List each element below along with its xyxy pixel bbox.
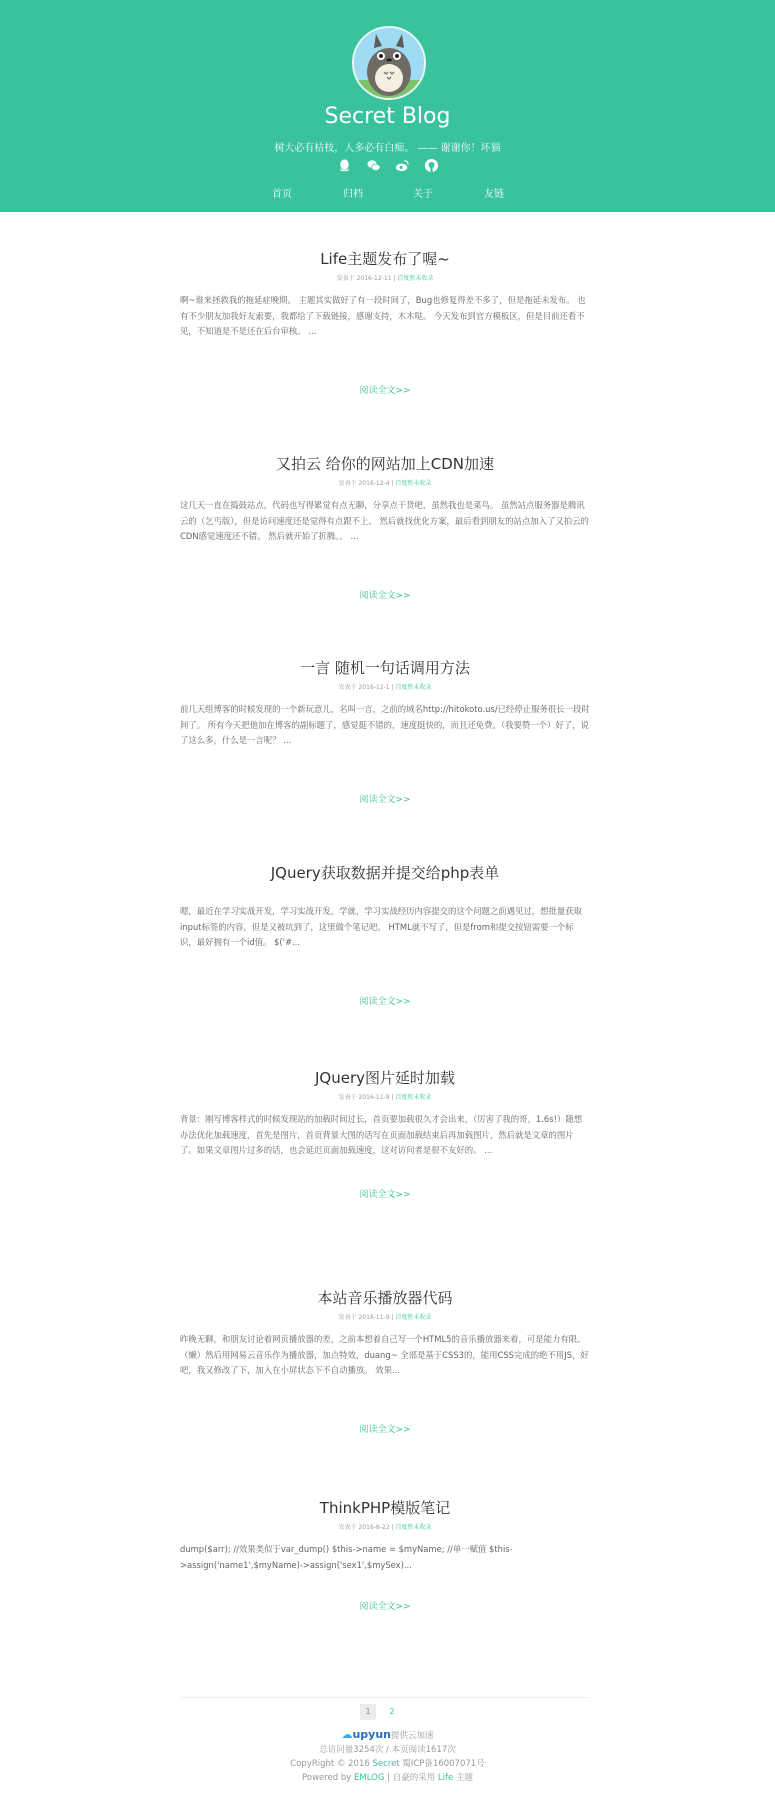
powered-suffix: 主题 xyxy=(453,1773,473,1783)
avatar[interactable] xyxy=(352,26,426,100)
post-card xyxy=(180,1497,590,1612)
powered-mid: | 自豪的采用 xyxy=(384,1773,438,1783)
post-card xyxy=(180,862,590,1007)
post-excerpt: 前几天组博客的时候发现的一个新玩意儿，名叫一言，之前的域名http://hitokoto.us/已经停止服务很长一段时间了。 所有今天把他加在博客的副标题了，感觉挺不错的，速度挺快的，而且还免费。（我要赞一个）好了，说了这么多，什么是一言呢？ ... xyxy=(180,704,590,745)
post-title[interactable]: 又拍云 给你的网站加上CDN加速 xyxy=(275,455,494,473)
post-card xyxy=(180,248,590,396)
read-more-link[interactable]: 阅读全文>> xyxy=(359,1189,411,1200)
post-meta xyxy=(180,273,590,282)
site-description: 树大必有枯枝，人多必有白痴。 —— 谢谢你！坏猫 xyxy=(274,143,501,154)
post-title[interactable]: 一言 随机一句话调用方法 xyxy=(300,659,470,677)
post-meta xyxy=(180,1522,590,1531)
page-1-button[interactable]: 1 xyxy=(360,1704,376,1720)
post-category[interactable]: 百度暂未收录 xyxy=(397,275,434,282)
post-title[interactable]: ThinkPHP模版笔记 xyxy=(319,1499,451,1517)
cloud-icon: ☁ xyxy=(341,1728,353,1741)
post-excerpt: 昨晚无聊，和朋友讨论着网页播放器的差，之前本想着自己写一个HTML5的音乐播放器来着，可是能力有限。（懒）然后用网易云音乐作为播放器，加点特效，duang~ 全部是基于CSS3的，能用CSS完成的绝不用JS，好吧，我又修改了下，加入在小屏状态下不自动播放。 效果... xyxy=(180,1334,589,1375)
post-date: 发表于 2016-11-9 | xyxy=(338,1094,394,1101)
life-theme-link[interactable]: Life xyxy=(437,1773,454,1783)
nav-item-about[interactable]: 关于 xyxy=(413,189,433,200)
main-nav xyxy=(0,185,775,201)
qq-icon[interactable] xyxy=(337,158,352,173)
nav-item-archive[interactable]: 归档 xyxy=(343,189,363,200)
post-category[interactable]: 百度暂未收录 xyxy=(395,1524,432,1531)
footer-divider xyxy=(180,1697,590,1698)
post-title[interactable]: JQuery图片延时加载 xyxy=(314,1069,455,1087)
site-title[interactable]: Secret Blog xyxy=(324,104,451,129)
post-meta xyxy=(180,478,590,487)
site-footer xyxy=(0,1728,775,1785)
post-category[interactable]: 百度暂未收录 xyxy=(395,1314,432,1321)
site-header xyxy=(0,0,775,212)
powered-by xyxy=(0,1771,775,1785)
post-excerpt: 啊~谁来拯救我的拖延症晚期。 主题其实做好了有一段时间了，Bug也修复得差不多了，但是拖延未发布。 也有不少朋友加我好友索要，我都给了下载链接，感谢支持，木木哒。 今天发布到官方模板区，但是目前还看不见，不知道是不是还在后台审核。 ... xyxy=(180,295,586,336)
copyright-prefix: CopyRight © 2016 xyxy=(290,1759,373,1769)
page-2-button[interactable]: 2 xyxy=(389,1707,395,1716)
wechat-icon[interactable] xyxy=(366,158,381,173)
post-meta xyxy=(180,1312,590,1321)
read-more-link[interactable]: 阅读全文>> xyxy=(359,590,411,601)
visit-stats: 总访问量3254次 / 本页阅读1617次 xyxy=(319,1745,456,1755)
nav-item-links[interactable]: 友链 xyxy=(484,189,504,200)
post-excerpt: 嗯，最近在学习实战开发，学习实战开发，学就，学习实战经历内容提交的这个问题之前遇见过，想批量获取input标签的内容，但是又被坑到了，这里做个笔记吧。 HTML就不写了，但是from和提交按钮需要一个标识，最好拥有一个id值。 $('#... xyxy=(180,906,582,947)
post-title[interactable]: Life主题发布了喔~ xyxy=(320,250,450,268)
post-card xyxy=(180,1067,590,1200)
copyright-name-link[interactable]: Secret xyxy=(372,1759,400,1769)
post-date: 发表于 2016-12-11 | xyxy=(336,275,396,282)
read-more-link[interactable]: 阅读全文>> xyxy=(359,996,411,1007)
read-more-link[interactable]: 阅读全文>> xyxy=(359,1424,411,1435)
post-title[interactable]: JQuery获取数据并提交给php表单 xyxy=(270,864,500,882)
nav-item-home[interactable]: 首页 xyxy=(272,189,292,200)
post-card xyxy=(180,657,590,805)
icp-number[interactable]: 蜀ICP备16007071号 xyxy=(399,1759,485,1769)
emlog-link[interactable]: EMLOG xyxy=(354,1773,385,1783)
pagination xyxy=(360,1704,400,1720)
github-icon[interactable] xyxy=(424,158,439,173)
copyright xyxy=(0,1757,775,1771)
post-meta xyxy=(180,1092,590,1101)
post-date: 发表于 2016-12-4 | xyxy=(338,480,394,487)
post-category[interactable]: 百度暂未收录 xyxy=(395,684,432,691)
social-links xyxy=(0,158,775,173)
upyun-logo-text: upyun xyxy=(352,1728,392,1741)
post-category[interactable]: 百度暂未收录 xyxy=(395,1094,432,1101)
read-more-link[interactable]: 阅读全文>> xyxy=(359,385,411,396)
totoro-avatar-icon xyxy=(354,28,424,98)
read-more-link[interactable]: 阅读全文>> xyxy=(359,794,411,805)
post-meta xyxy=(180,682,590,691)
post-title[interactable]: 本站音乐播放器代码 xyxy=(317,1289,453,1307)
post-excerpt: dump($arr); //效果类似于var_dump() $this->name = $myName; //单一赋值 $this->assign('name1',$myName)->assign('sex1',$mySex)... xyxy=(180,1544,513,1570)
post-category[interactable]: 百度暂未收录 xyxy=(395,480,432,487)
post-card xyxy=(180,1287,590,1435)
post-date: 发表于 2016-11-9 | xyxy=(338,1314,394,1321)
upyun-line xyxy=(0,1728,775,1743)
post-date: 发表于 2016-8-22 | xyxy=(338,1524,394,1531)
post-excerpt: 这几天一直在捣鼓站点，代码也写得累觉有点无聊，分享点干货吧，虽然我也是菜鸟。 虽然站点服务器是腾讯云的（乞丐版），但是访问速度还是觉得有点跟不上。 然后就找优化方案，最后看到朋友的站点加入了又拍云的CDN感觉速度还不错。 然后就开始了折腾。。 ... xyxy=(180,500,589,541)
powered-prefix: Powered by xyxy=(302,1773,355,1783)
post-card xyxy=(180,453,590,601)
read-more-link[interactable]: 阅读全文>> xyxy=(359,1602,411,1612)
upyun-text: 提供云加速 xyxy=(391,1731,434,1741)
weibo-icon[interactable] xyxy=(395,158,410,173)
post-excerpt: 背景：刚写博客样式的时候发现站的加载时间过长，首页要加载很久才会出来，（厉害了我的哥，1.6s!）随想办法优化加载速度，首先是图片，首页背景大图的话写在页面加载结束后再加载图片，然后就是文章的图片了。如果文章图片过多的话，也会延迟页面加载速度，这对访问者是很不友好的。 ... xyxy=(180,1114,583,1155)
post-date: 发表于 2016-12-1 | xyxy=(338,684,394,691)
upyun-logo[interactable] xyxy=(341,1728,391,1741)
